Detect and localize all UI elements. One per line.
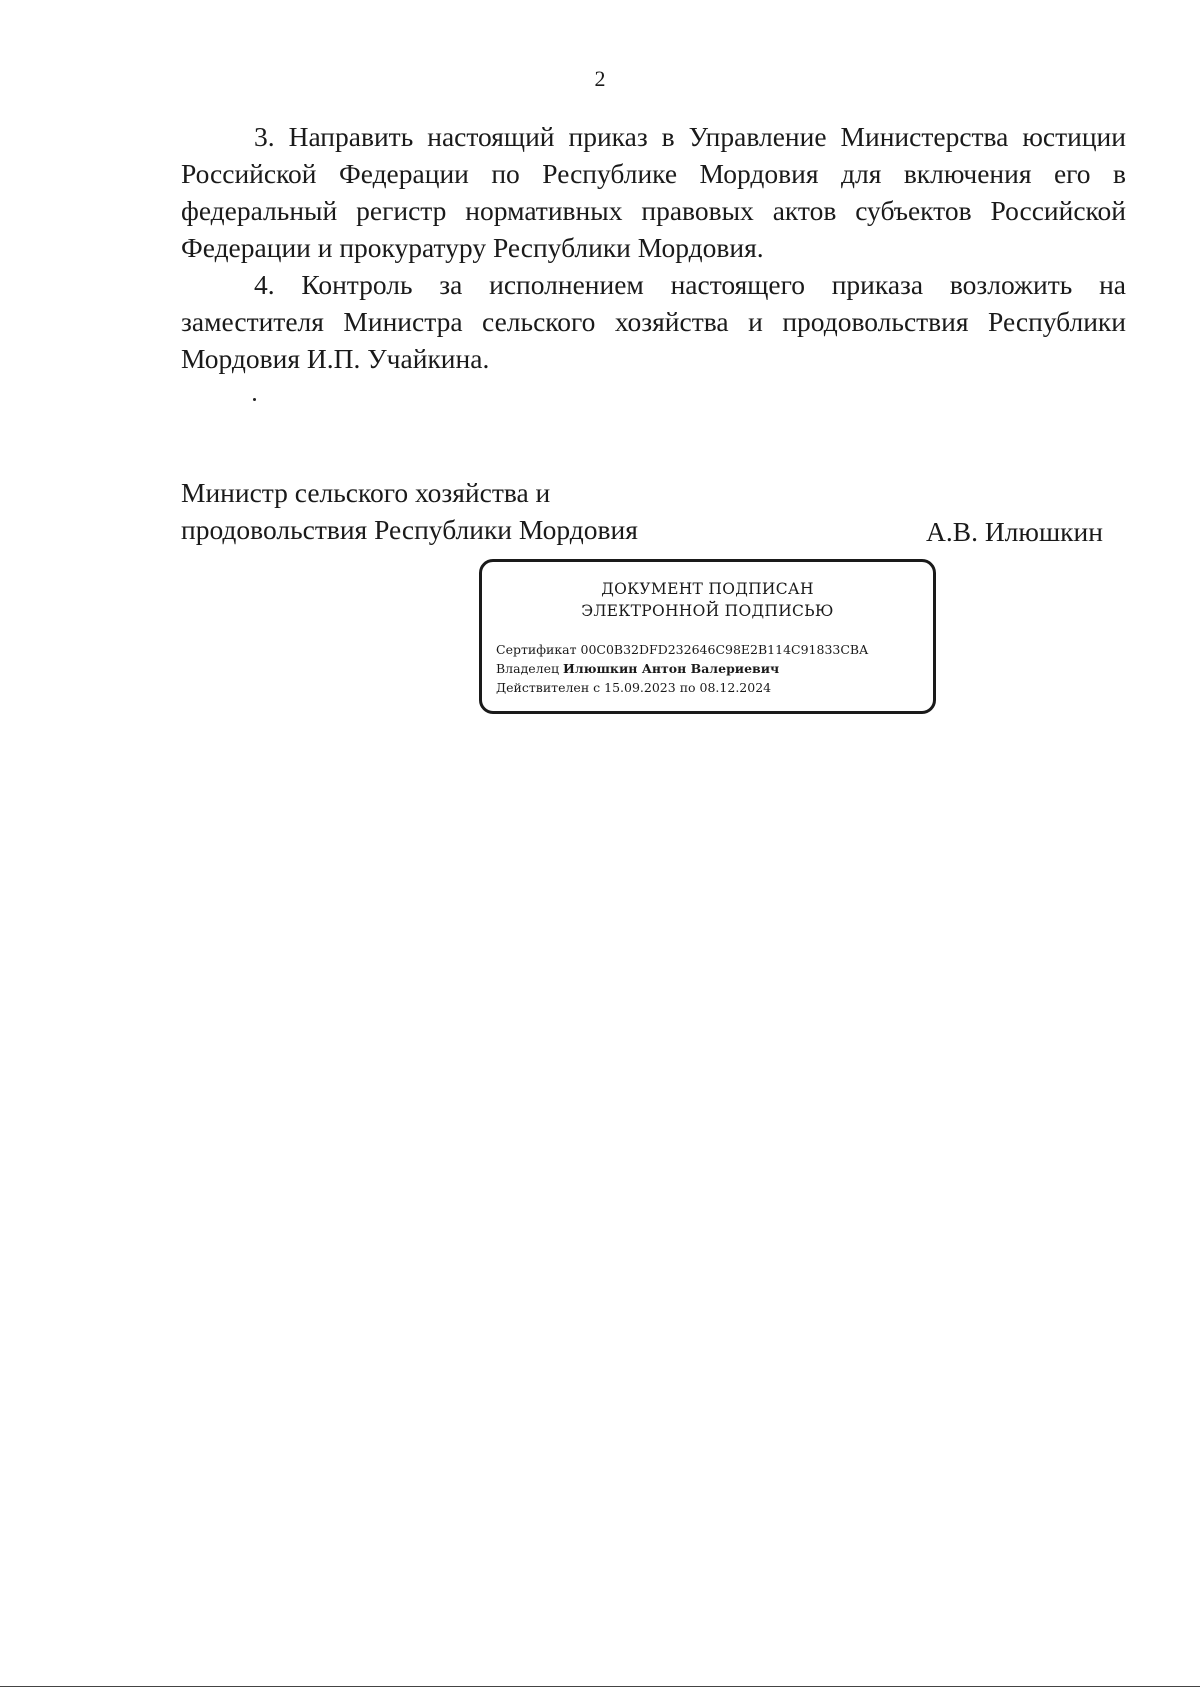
stamp-details	[496, 640, 868, 697]
bottom-scan-edge	[0, 1686, 1200, 1687]
certificate-value: 00C0B32DFD232646C98E2B114C91833CBA	[580, 642, 869, 657]
owner-value: Илюшкин Антон Валериевич	[563, 661, 780, 676]
signer-title-line-2: продовольствия Республики Мордовия	[181, 514, 638, 545]
signer-title-line-1: Министр сельского хозяйства и	[181, 477, 551, 508]
stamp-certificate-row	[496, 640, 868, 659]
valid-from: 15.09.2023	[604, 680, 676, 695]
valid-to: 08.12.2024	[699, 680, 772, 695]
certificate-label: Сертификат	[496, 642, 577, 657]
stamp-heading-line-1: ДОКУМЕНТ ПОДПИСАН	[601, 580, 814, 598]
owner-label: Владелец	[496, 661, 560, 676]
valid-label: Действителен с	[496, 680, 601, 695]
e-signature-stamp	[479, 559, 936, 714]
document-body	[181, 118, 1126, 377]
page-number: 2	[594, 66, 606, 91]
stamp-heading	[482, 578, 933, 622]
paragraph-3: 3. Направить настоящий приказ в Управление Министерства юстиции Российской Федерации по Республике Мордовия для включения его в федеральный регистр нормативных правовых актов субъектов Российской Федерации и прокуратуру Республики Мордовия.	[181, 121, 1126, 263]
paragraph-4: 4. Контроль за исполнением настоящего приказа возложить на заместителя Министра сельского хозяйства и продовольствия Республики Мордовия И.П. Учайкина.	[181, 269, 1126, 374]
stamp-heading-line-2: ЭЛЕКТРОННОЙ ПОДПИСЬЮ	[581, 602, 834, 620]
signer-name: А.В. Илюшкин	[926, 516, 1103, 547]
stray-dot-mark	[253, 398, 256, 401]
stamp-owner-row	[496, 659, 868, 678]
valid-to-label: по	[679, 680, 696, 695]
stamp-validity-row	[496, 678, 868, 697]
signer-title	[181, 474, 638, 548]
